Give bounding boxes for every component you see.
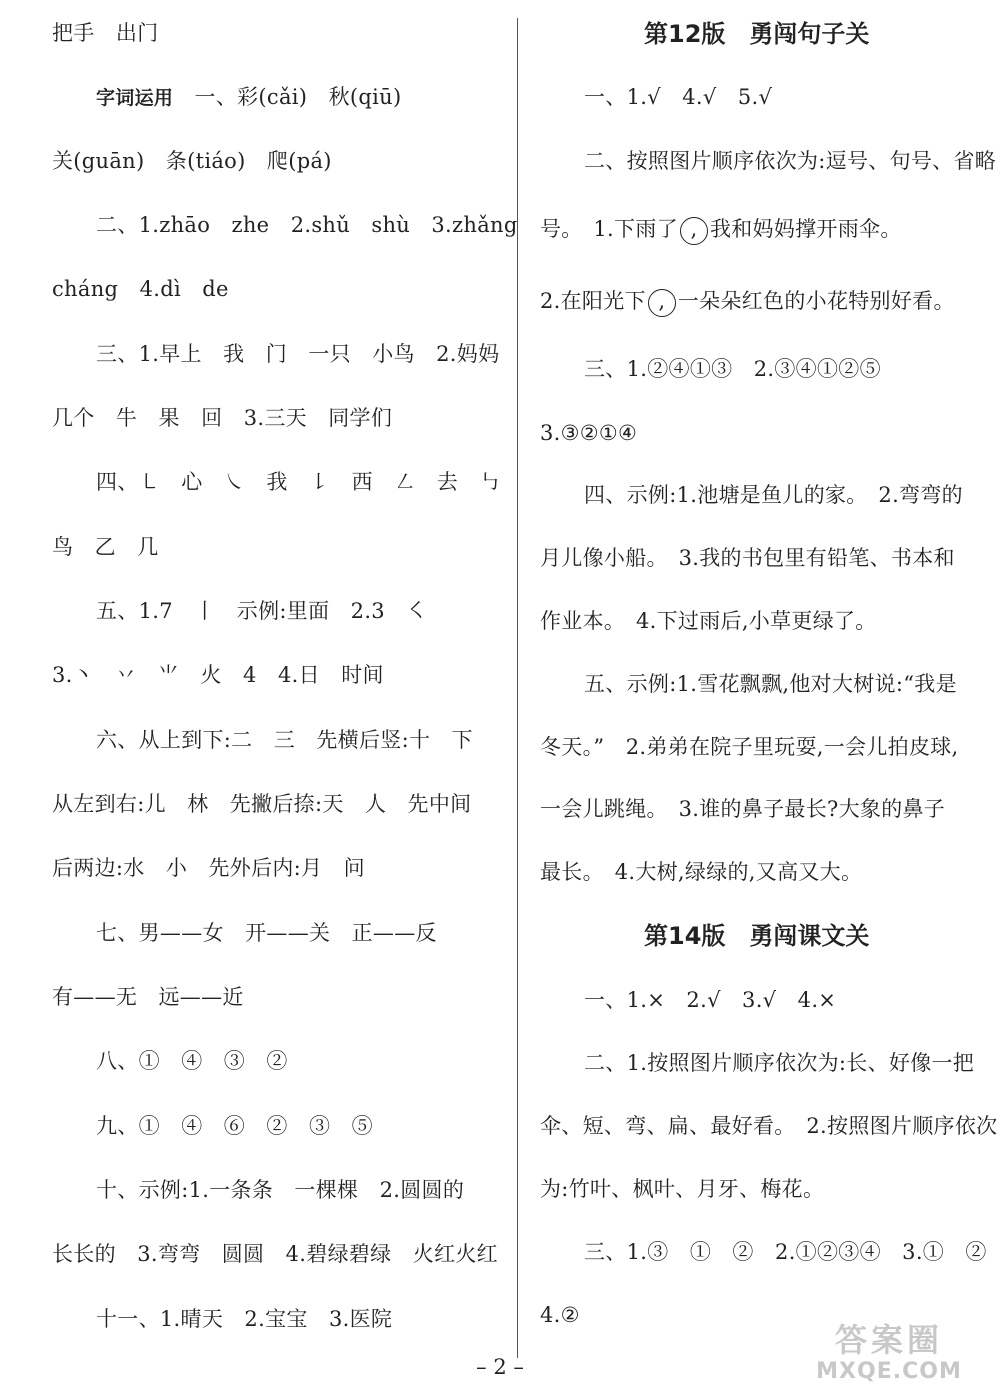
section-heading: 第14版 勇闯课文关 — [644, 922, 870, 950]
answer-line: 二、1.按照图片顺序依次为:长、好像一把 — [584, 1051, 975, 1075]
answer-text: 一朵朵红色的小花特别好看。 — [677, 289, 955, 313]
answer-line: 4.② — [540, 1303, 580, 1327]
answer-line: 关(guān) 条(tiáo) 爬(pá) — [52, 149, 332, 173]
column-divider — [517, 18, 518, 1358]
answer-line: 为:竹叶、枫叶、月牙、梅花。 — [540, 1177, 825, 1201]
answer-line: 三、1.③ ① ② 2.①②③④ 3.① ② — [584, 1240, 987, 1264]
answer-line-with-heading — [96, 82, 401, 113]
answer-line: 三、1.早上 我 门 一只 小鸟 2.妈妈 — [96, 342, 500, 366]
section-lead-label: 字词运用 — [96, 87, 174, 109]
answer-line: 一、1.√ 4.√ 5.√ — [584, 85, 773, 109]
answer-line: 最长。 4.大树,绿绿的,又高又大。 — [540, 860, 863, 884]
answer-line: 长长的 3.弯弯 圆圆 4.碧绿碧绿 火红火红 — [52, 1242, 498, 1266]
watermark-logo-text: 答案圈 — [834, 1321, 943, 1359]
answer-text: 一、彩(cǎi) 秋(qiū) — [194, 85, 402, 109]
answer-line: 鸟 乙 几 — [52, 535, 159, 559]
answer-line: 一、1.× 2.√ 3.√ 4.× — [584, 988, 837, 1012]
answer-line: 作业本。 4.下过雨后,小草更绿了。 — [540, 609, 877, 633]
answer-line: 三、1.②④①③ 2.③④①②⑤ — [584, 357, 881, 381]
answer-line: 几个 牛 果 回 3.三天 同学们 — [52, 406, 393, 430]
answer-line: 四、示例:1.池塘是鱼儿的家。 2.弯弯的 — [584, 483, 963, 507]
answer-line: 3.丶 丷 ⺌ 火 4 4.日 时间 — [52, 663, 384, 687]
answer-line: 月儿像小船。 3.我的书包里有铅笔、书本和 — [540, 546, 955, 570]
answer-line: 九、① ④ ⑥ ② ③ ⑤ — [96, 1114, 373, 1138]
answer-line: 冬天。” 2.弟弟在院子里玩耍,一会儿拍皮球, — [540, 735, 959, 759]
answer-line: 五、示例:1.雪花飘飘,他对大树说:“我是 — [584, 672, 957, 696]
answer-line — [540, 214, 902, 245]
answer-line: 十一、1.晴天 2.宝宝 3.医院 — [96, 1307, 393, 1331]
answer-line: 八、① ④ ③ ② — [96, 1049, 288, 1073]
circled-comma: , — [648, 289, 676, 317]
watermark-url: MXQE.COM — [816, 1359, 962, 1384]
answer-line: 伞、短、弯、扁、最好看。 2.按照图片顺序依次 — [540, 1114, 998, 1138]
answer-line: 十、示例:1.一条条 一棵棵 2.圆圆的 — [96, 1178, 465, 1202]
answer-line: 3.③②①④ — [540, 421, 638, 445]
answer-line: 二、1.zhāo zhe 2.shǔ shù 3.zhǎng — [96, 213, 518, 237]
site-watermark — [794, 1321, 984, 1391]
answer-line: cháng 4.dì de — [52, 277, 229, 301]
answer-line — [540, 286, 955, 317]
page-number: – 2 – — [476, 1355, 524, 1379]
section-heading: 第12版 勇闯句子关 — [644, 20, 870, 48]
answer-line: 有——无 远——近 — [52, 985, 244, 1009]
answer-line: 把手 出门 — [52, 21, 159, 45]
answer-line: 七、男——女 开——关 正——反 — [96, 921, 437, 945]
answer-line: 四、㇄ 心 ㇏ 我 ㇙ 西 ㇜ 去 ㇉ — [96, 470, 501, 494]
answer-line: 后两边:水 小 先外后内:月 问 — [52, 856, 365, 880]
answer-line: 六、从上到下:二 三 先横后竖:十 下 — [96, 728, 473, 752]
answer-text: 号。 1.下雨了 — [540, 217, 678, 241]
answer-text: 2.在阳光下 — [540, 289, 646, 313]
answer-line: 五、1.7 丨 示例:里面 2.3 ㇛ — [96, 599, 428, 623]
circled-comma: , — [680, 217, 708, 245]
answer-line: 一会儿跳绳。 3.谁的鼻子最长?大象的鼻子 — [540, 797, 946, 821]
answer-text: 我和妈妈撑开雨伞。 — [709, 217, 902, 241]
answer-line: 从左到右:儿 林 先撇后捺:天 人 先中间 — [52, 792, 472, 816]
answer-line: 二、按照图片顺序依次为:逗号、句号、省略 — [584, 149, 997, 173]
